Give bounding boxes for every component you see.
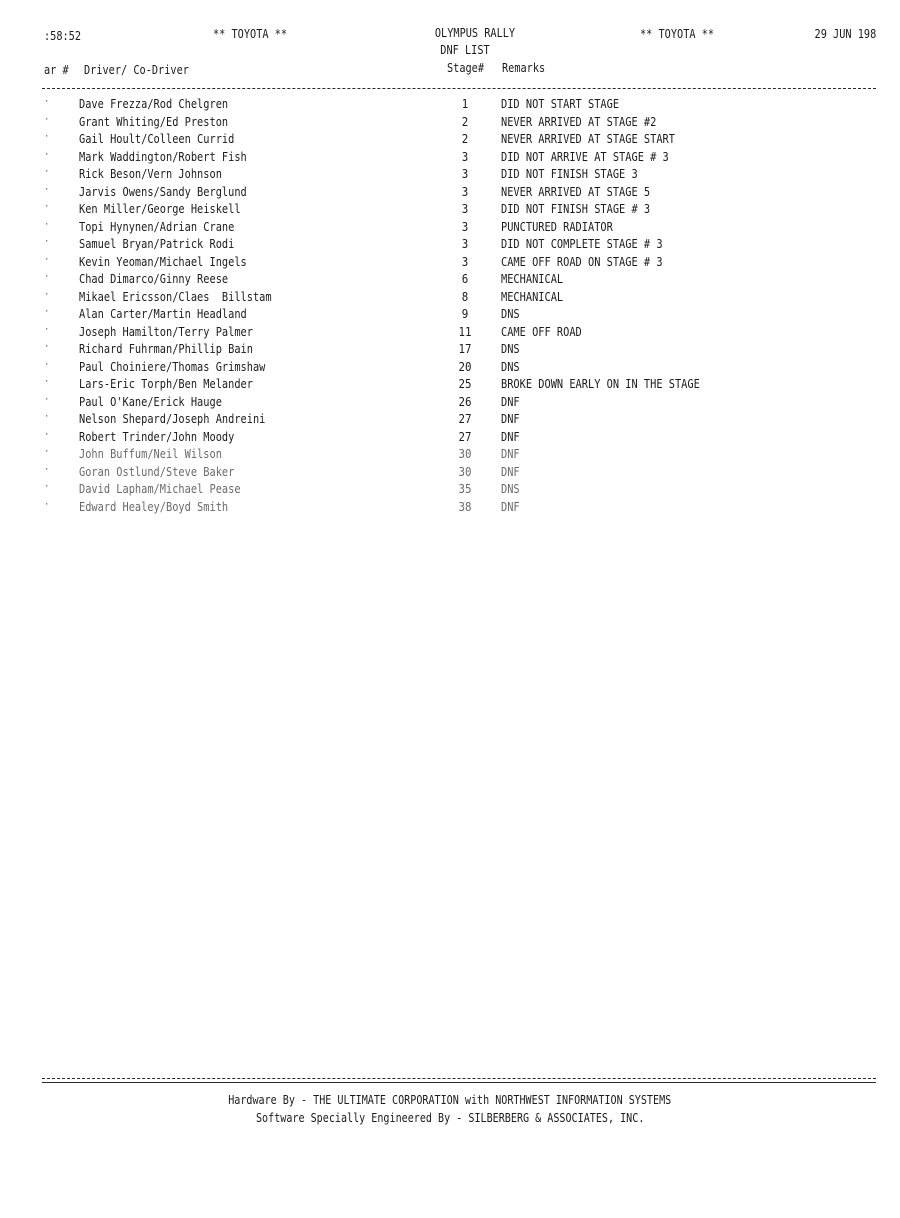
table-row xyxy=(0,203,900,221)
print-time: :58:52 xyxy=(44,28,82,43)
remark: DNF xyxy=(501,394,520,409)
driver-codriver: Grant Whiting/Ed Preston xyxy=(79,114,229,129)
remark: DID NOT START STAGE xyxy=(501,97,620,111)
remark: DID NOT FINISH STAGE # 3 xyxy=(501,202,651,216)
driver-codriver: Kevin Yeoman/Michael Ingels xyxy=(79,254,247,269)
remark: DID NOT COMPLETE STAGE # 3 xyxy=(501,237,663,251)
stage-number: 3 xyxy=(461,184,469,199)
table-row xyxy=(0,168,900,186)
remark: DNF xyxy=(501,412,520,426)
column-header-remarks: Remarks xyxy=(502,60,546,75)
stage-number: 2 xyxy=(461,114,469,129)
remark: DID NOT FINISH STAGE 3 xyxy=(501,167,638,181)
row-margin-mark: · xyxy=(44,447,50,457)
remark: NEVER ARRIVED AT STAGE #2 xyxy=(501,114,657,129)
stage-number: 3 xyxy=(461,219,469,234)
remark: DNF xyxy=(501,464,520,479)
remark: BROKE DOWN EARLY ON IN THE STAGE xyxy=(501,377,700,391)
table-row xyxy=(0,238,900,256)
driver-codriver: Alan Carter/Martin Headland xyxy=(79,307,247,321)
remark: DNS xyxy=(501,307,520,321)
row-margin-mark: · xyxy=(44,482,50,492)
remark: MECHANICAL xyxy=(501,289,564,304)
table-row xyxy=(0,361,900,379)
row-margin-mark: · xyxy=(44,132,50,142)
table-row xyxy=(0,186,900,204)
driver-codriver: Mikael Ericsson/Claes Billstam xyxy=(79,289,272,304)
stage-number: 27 xyxy=(458,412,472,426)
table-row xyxy=(0,256,900,274)
driver-codriver: Rick Beson/Vern Johnson xyxy=(79,167,222,181)
row-margin-mark: · xyxy=(44,377,50,387)
driver-codriver: Richard Fuhrman/Phillip Bain xyxy=(79,342,253,356)
stage-number: 3 xyxy=(461,149,469,164)
column-header-number: ar # xyxy=(44,62,69,77)
remark: DNF xyxy=(501,499,520,514)
stage-number: 8 xyxy=(461,289,469,304)
remark: DID NOT ARRIVE AT STAGE # 3 xyxy=(501,149,669,164)
driver-codriver: Nelson Shepard/Joseph Andreini xyxy=(79,412,266,426)
table-row xyxy=(0,343,900,361)
table-row xyxy=(0,378,900,396)
stage-number: 3 xyxy=(461,202,469,216)
stage-number: 1 xyxy=(461,97,469,111)
stage-number: 20 xyxy=(458,359,472,374)
stage-number: 3 xyxy=(461,254,469,269)
row-margin-mark: · xyxy=(44,97,50,107)
row-margin-mark: · xyxy=(44,289,50,300)
driver-codriver: Dave Frezza/Rod Chelgren xyxy=(79,97,229,111)
driver-codriver: Samuel Bryan/Patrick Rodi xyxy=(79,237,235,251)
row-margin-mark: · xyxy=(44,324,50,335)
event-title: OLYMPUS RALLY xyxy=(434,25,516,40)
driver-codriver: Joseph Hamilton/Terry Palmer xyxy=(79,324,253,339)
driver-codriver: Goran Ostlund/Steve Baker xyxy=(79,464,235,479)
sponsor-left: ** TOYOTA ** xyxy=(213,26,288,41)
stage-number: 2 xyxy=(461,132,469,146)
table-row xyxy=(0,273,900,291)
stage-number: 30 xyxy=(458,464,472,479)
sponsor-right: ** TOYOTA ** xyxy=(640,26,715,41)
driver-codriver: Gail Hoult/Colleen Currid xyxy=(79,132,235,146)
list-title: DNF LIST xyxy=(440,42,490,57)
driver-codriver: David Lapham/Michael Pease xyxy=(79,482,241,496)
driver-codriver: Paul Choiniere/Thomas Grimshaw xyxy=(79,359,266,374)
remark: MECHANICAL xyxy=(501,272,564,286)
row-margin-mark: · xyxy=(44,359,50,370)
footer-divider-2 xyxy=(42,1082,876,1083)
table-row xyxy=(0,326,900,344)
row-margin-mark: · xyxy=(44,219,50,230)
table-row xyxy=(0,151,900,169)
driver-codriver: Paul O'Kane/Erick Hauge xyxy=(79,394,222,409)
row-margin-mark: · xyxy=(44,114,50,125)
table-row xyxy=(0,291,900,309)
stage-number: 6 xyxy=(461,272,469,286)
row-margin-mark: · xyxy=(44,342,50,352)
row-margin-mark: · xyxy=(44,149,50,160)
stage-number: 25 xyxy=(458,377,472,391)
table-row xyxy=(0,221,900,239)
stage-number: 17 xyxy=(458,342,472,356)
row-margin-mark: · xyxy=(44,254,50,265)
driver-codriver: Ken Miller/George Heiskell xyxy=(79,202,241,216)
driver-codriver: Chad Dimarco/Ginny Reese xyxy=(79,272,229,286)
row-margin-mark: · xyxy=(44,202,50,212)
remark: DNF xyxy=(501,429,520,444)
stage-number: 3 xyxy=(461,237,469,251)
stage-number: 26 xyxy=(458,394,472,409)
remark: DNF xyxy=(501,447,520,461)
row-margin-mark: · xyxy=(44,237,50,247)
stage-number: 27 xyxy=(458,429,472,444)
row-margin-mark: · xyxy=(44,394,50,405)
driver-codriver: Topi Hynynen/Adrian Crane xyxy=(79,219,235,234)
row-margin-mark: · xyxy=(44,499,50,510)
driver-codriver: Mark Waddington/Robert Fish xyxy=(79,149,247,164)
row-margin-mark: · xyxy=(44,307,50,317)
driver-codriver: John Buffum/Neil Wilson xyxy=(79,447,222,461)
column-header-stage: Stage# xyxy=(447,60,485,75)
remark: DNS xyxy=(501,359,520,374)
driver-codriver: Lars-Eric Torph/Ben Melander xyxy=(79,377,253,391)
remark: PUNCTURED RADIATOR xyxy=(501,219,613,234)
remark: CAME OFF ROAD xyxy=(501,324,582,339)
table-row xyxy=(0,483,900,501)
row-margin-mark: · xyxy=(44,167,50,177)
remark: NEVER ARRIVED AT STAGE START xyxy=(501,132,675,146)
stage-number: 30 xyxy=(458,447,472,461)
report-date: 29 JUN 198 xyxy=(814,26,876,41)
table-row xyxy=(0,98,900,116)
table-row xyxy=(0,466,900,484)
stage-number: 38 xyxy=(458,499,472,514)
stage-number: 11 xyxy=(458,324,472,339)
row-margin-mark: · xyxy=(44,412,50,422)
driver-codriver: Robert Trinder/John Moody xyxy=(79,429,235,444)
remark: DNS xyxy=(501,342,520,356)
footer-software-credit: Software Specially Engineered By - SILBERBERG & ASSOCIATES, INC. xyxy=(255,1111,645,1125)
driver-codriver: Edward Healey/Boyd Smith xyxy=(79,499,229,514)
footer-divider xyxy=(42,1078,876,1079)
driver-codriver: Jarvis Owens/Sandy Berglund xyxy=(79,184,247,199)
stage-number: 3 xyxy=(461,167,469,181)
header-divider xyxy=(42,88,876,89)
table-row xyxy=(0,308,900,326)
stage-number: 9 xyxy=(461,307,469,321)
remark: NEVER ARRIVED AT STAGE 5 xyxy=(501,184,651,199)
table-row xyxy=(0,501,900,519)
remark: CAME OFF ROAD ON STAGE # 3 xyxy=(501,254,663,269)
table-row xyxy=(0,133,900,151)
table-row xyxy=(0,448,900,466)
table-row xyxy=(0,396,900,414)
row-margin-mark: · xyxy=(44,464,50,475)
row-margin-mark: · xyxy=(44,272,50,282)
row-margin-mark: · xyxy=(44,429,50,440)
remark: DNS xyxy=(501,482,520,496)
column-header-driver: Driver/ Co-Driver xyxy=(84,62,189,77)
table-row xyxy=(0,413,900,431)
stage-number: 35 xyxy=(458,482,472,496)
row-margin-mark: · xyxy=(44,184,50,195)
footer-hardware-credit: Hardware By - THE ULTIMATE CORPORATION with NORTHWEST INFORMATION SYSTEMS xyxy=(228,1093,672,1107)
table-row xyxy=(0,116,900,134)
table-row xyxy=(0,431,900,449)
